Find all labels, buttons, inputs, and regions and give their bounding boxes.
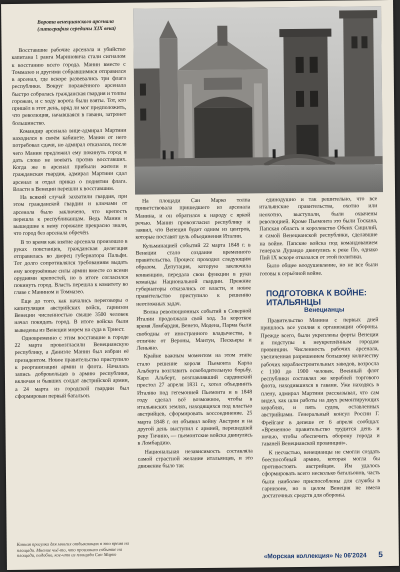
text-column-3 bbox=[259, 196, 378, 279]
paragraph: Крайне важным моментом на этом этапе стало решение короля Пьемонта Карла Альберта возглавить освободительную борьбу. Карл Альберт, возглавлявший сардинский престол 27 апреля 1831 г., хотел объединить Италию под гегемонией Пьемонта и в 1848 году сделал всё возможное, чтобы в итальянских землях, находящихся под властью австрийцев, сформировать воссоединение. 25 марта 1848 г. он объявил войну Австрии и на другой день выступил с армией, перешедшей реку Тичино, — пьемонтские войска двинулись в Ломбардию. bbox=[136, 352, 253, 447]
paragraph: Волна революционных событий в Северной Италии продолжала свой ход. За короткое время Ломбардия, Венето, Модена, Парма были свободны от иностранного владычества, в отличие от Вероны, Мантуи, Пескьеры и Леньяно. bbox=[136, 308, 252, 352]
text-column-2 bbox=[135, 197, 253, 471]
arsenal-gate-photo bbox=[133, 6, 383, 195]
page-footer bbox=[263, 550, 383, 560]
photo-caption: Ворота венецианского арсенала (литография середины XIX века) bbox=[37, 18, 116, 33]
magazine-title: «Морская коллекция» № 06'2024 bbox=[263, 552, 367, 561]
paragraph: единодушно и так решительно, что все итальянские правительства, охотно или неохотно, выступали, были охвачены революцией. Кроме Пьемонта это были Тоскана, Папская область и королевство Обеих Сицилий, и самой Венецианской республики, сделавшие на войне. Папские войска под командованием генерала Дурандо двинулись к реке По, однако Пий IX вскоре отказался от этой политики. bbox=[259, 196, 378, 262]
paragraph: Было общее воодушевление, но не все были готовы к серьёзной войне. bbox=[259, 262, 378, 277]
paragraph: В то время как взятие арсенала произошло в руках повстанцев, гражданская делегация отправилась во дворец губернатора Пальфи. Тот долго сопротивлялся требованиям выдать ему вооружённые силы армии вместе со всеми орудиями крепостей, но в итоге согласился покинуть город. Власть перешла к комитету во главе с Манином и Томмазео. bbox=[13, 238, 129, 297]
section-heading bbox=[266, 288, 382, 315]
paragraph: Одновременно с этим восставшие в городе 22 марта провозгласили Венецианскую республику, а Даниэле Манин был избран её президентом. Новое правительство приступило к реорганизации армии и флота. Началась запись добровольцев в армию республики, включая и бывших солдат австрийской армии, а 24 марта из городской гвардии был сформирован первый батальон. bbox=[14, 334, 130, 400]
text-column-1 bbox=[12, 47, 130, 402]
paragraph: Национальная независимость составляла самой страстной желание итальянцев, и это движение было так bbox=[137, 447, 253, 470]
paragraph: Кульминацией событий 22 марта 1848 г. в Венеции стало создание временного правительства. Процесс проходил следующим образом. Депутация, которую заключила конвенцию, передала свои функции в руки команды Национальной гвардии. Прежние губернаторы отказались от власти, и новое правительство приступило к решению неотложных задач. bbox=[135, 241, 252, 308]
paragraph: Восставшие рабочие арсенала и убийство капитана 1 ранга Мариновича стали сигналом к восстанию всего города. Манин вместе с Томмазео и другими собравшимися отправился в арсенал, где вскоре развевались три флага республики. Вокруг поражённого арсенала быстро собралась гражданская гвардия и толпы горожан, и с ходу ворота были взяты. Тот, кто пришёл в этот день, вряд ли мог предположить, что революция, начавшаяся в гавани, затронет большинство. bbox=[11, 46, 127, 127]
page-number: 5 bbox=[378, 550, 383, 560]
paragraph: Командир арсенала вице-адмирал Мартини находился в своём кабинете. Манин от него потребовал сдачи, но адмирал отказался, после чего Манин предложил ему покинуть город и дать слово не воевать против восставших. Когда же в арсенал прибыли жители и гражданская гвардия, адмирал Мартини сдал арсенал и отдал приказ о поднятии флага. Власти в Венеции перешли к восставшим. bbox=[12, 127, 127, 193]
paragraph: К несчастью, венецианцы не смогли создать боеспособный армию, которая могла бы противостоять австрийцам. Им удалось сформировать всего несколько батальонов, часть были наиболее приспособлены для службы в гарнизоне, но в целом Венеция не имела достаточных средств для обороны. bbox=[261, 448, 381, 500]
text-column-3-continued bbox=[260, 317, 380, 501]
footnote: Конная прогулка для многих отдыхающих в это время на площади. Мнение чьё-то, что произошло событие на площади, подобно, кое-что из площади Сан Марко bbox=[16, 540, 129, 559]
section-title: ПОДГОТОВКА К ВОЙНЕ: ИТАЛЬЯНЦЫ bbox=[266, 287, 367, 308]
magazine-page bbox=[1, 0, 399, 570]
paragraph: На всякий случай захватили гвардия, при этом гражданской гвардии и ключами от арсенала было заключено, что крепость перешла к республиканцам. Ведь Манин и вышедшие к нему горожане прекрасно знали, что город без арсенала обречён. bbox=[13, 193, 128, 238]
paragraph: Правительство Манина с первых дней пришлось все усилия к организации обороны. Прежде всего, были укреплены форты Венеции и подступы к неукреплённым городам провинции. Численность рабочих арсенала, увеличенная разрешением большому количеству рабочих кораблестроительных заводов, возросла с 1100 до 1900 человек. Военный флот республики составлял же кораблей торгового флота, находившихся в гавани. Уже находясь в плену, адмирал Мартини рассказывал, что сам видел, как шли работы на двух ремонтирующих кораблях, и пять судов, оставленных австрийцами. Генеральный консул России Г. Фрейганг в депеше от 6 апреля сообщал: «Временное правительство трудится день и ночью, чтобы обеспечить оборону города и гаваней Венецианской провинции». bbox=[260, 317, 380, 448]
paragraph: Еще до того, как начались переговоры о капитуляции австрийских войск, гарнизон Венеции численностью свыше 3500 человек начал покидать город. В итоге войска были выведены из Венеции морем на суда в Триест. bbox=[14, 297, 129, 334]
paragraph: На площади Сан Марко толпа приветствовала пришедшего из арсенала Манина, и он обратился к народу с яркой речью. Манин провозгласил республику и заявил, что Венеция будет одним из центров, которые поставят цель объединения Италии. bbox=[135, 197, 251, 241]
section-subtitle: Венецианцы bbox=[304, 306, 345, 314]
